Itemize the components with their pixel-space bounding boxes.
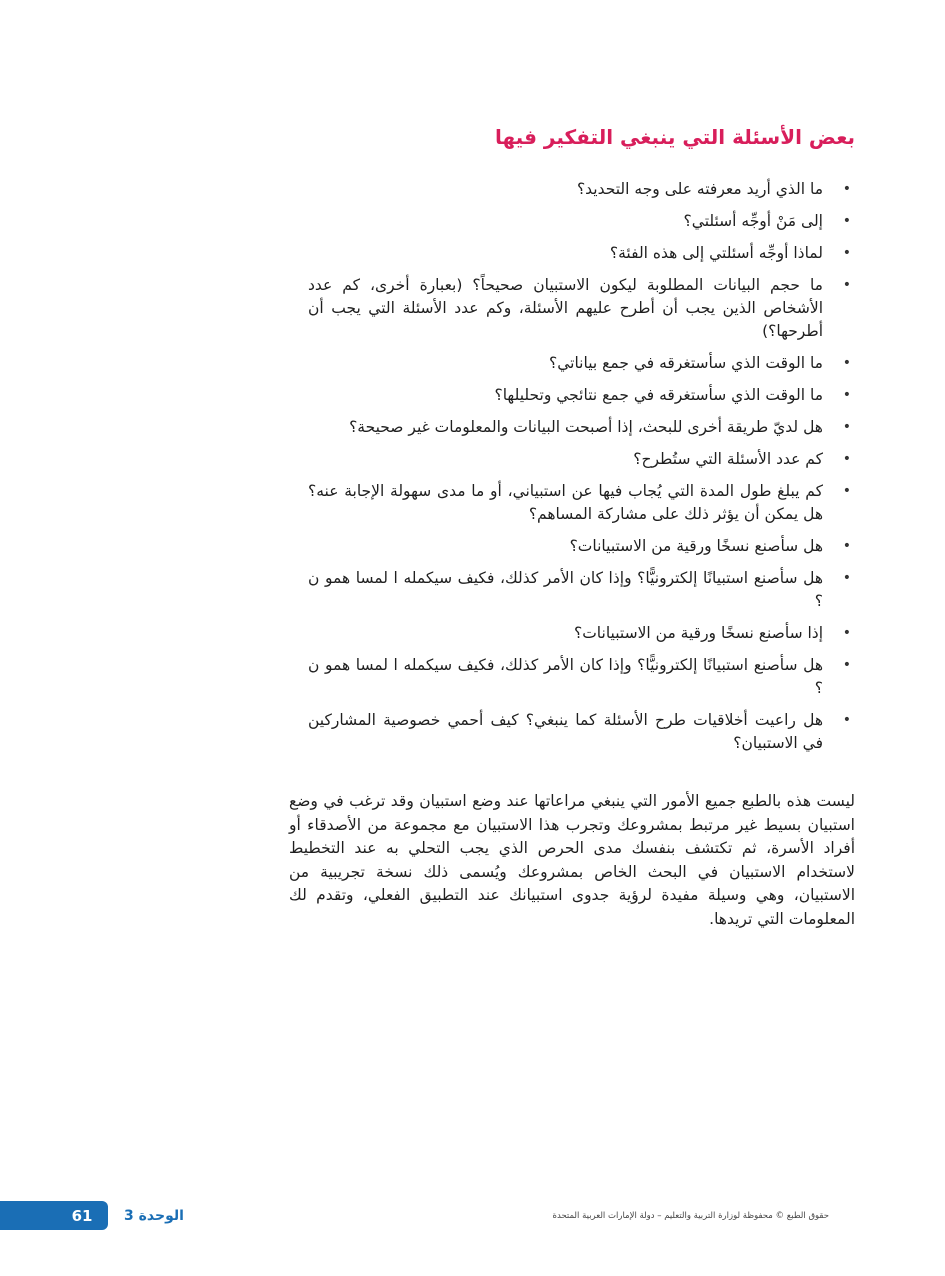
list-item <box>308 178 853 201</box>
bullet-icon: • <box>842 213 851 229</box>
question-text: هل سأصنع استبيانًا إلكترونيًّا؟ وإذا كان الأمر كذلك، فكيف سيكمله ا لمسا همو ن ؟ <box>308 656 823 697</box>
list-item <box>308 480 853 526</box>
questions-list <box>308 178 853 764</box>
question-text: ما الوقت الذي سأستغرقه في جمع بياناتي؟ <box>548 354 823 372</box>
bullet-icon: • <box>842 538 851 554</box>
question-text: لماذا أوجِّه أسئلتي إلى هذه الفئة؟ <box>609 244 823 262</box>
question-text: ما الوقت الذي سأستغرقه في جمع نتائجي وتحليلها؟ <box>494 386 823 404</box>
list-item <box>308 535 853 558</box>
list-item <box>308 567 853 613</box>
bullet-icon: • <box>842 451 851 467</box>
page-number: 61 <box>71 1207 93 1225</box>
question-text: كم يبلغ طول المدة التي يُجاب فيها عن استبياني، أو ما مدى سهولة الإجابة عنه؟ هل يمكن أن يؤثر ذلك على مشاركة المساهم؟ <box>308 482 823 523</box>
question-text: هل لديّ طريقة أخرى للبحث، إذا أصبحت البيانات والمعلومات غير صحيحة؟ <box>349 418 823 436</box>
bullet-icon: • <box>842 355 851 371</box>
bullet-icon: • <box>842 625 851 641</box>
bullet-icon: • <box>842 570 851 586</box>
list-item <box>308 622 853 645</box>
question-text: إلى مَنْ أوجِّه أسئلتي؟ <box>683 212 823 230</box>
question-text: إذا سأصنع نسخًا ورقية من الاستبيانات؟ <box>573 624 823 642</box>
list-item <box>308 352 853 375</box>
question-text: هل سأصنع استبيانًا إلكترونيًّا؟ وإذا كان الأمر كذلك، فكيف سيكمله ا لمسا همو ن ؟ <box>308 569 823 610</box>
list-item <box>308 384 853 407</box>
list-item <box>308 416 853 439</box>
question-text: هل سأصنع نسخًا ورقية من الاستبيانات؟ <box>569 537 823 555</box>
question-text: ما الذي أريد معرفته على وجه التحديد؟ <box>576 180 823 198</box>
unit-label: الوحدة 3 <box>124 1208 184 1224</box>
question-text: ما حجم البيانات المطلوبة ليكون الاستبيان صحيحاً؟ (بعبارة أخرى، كم عدد الأشخاص الذين يجب أن أطرح عليهم الأسئلة، وكم عدد الأسئلة التي يجب أن أطرحها؟) <box>308 276 823 340</box>
question-text: كم عدد الأسئلة التي ستُطرح؟ <box>633 450 823 468</box>
list-item <box>308 709 853 755</box>
closing-paragraph: ليست هذه بالطبع جميع الأمور التي ينبغي مراعاتها عند وضع استبيان وقد ترغب في وضع استبيان بسيط غير مرتبط بمشروعك وتجرب هذا الاستبيان مع مجموعة من الأصدقاء أو أفراد الأسرة، ثم تكتشف بنفسك مدى الحرص الذي يجب التحلي به عند التخطيط لاستخدام الاستبيان في البحث الخاص بمشروعك ويُسمى ذلك نسخة تجريبية من الاستبيان، وهي وسيلة مفيدة لرؤية جدوى استبيانك عند التطبيق الفعلي، وتقدم لك المعلومات التي تريدها. <box>289 792 855 928</box>
list-item <box>308 274 853 343</box>
bullet-icon: • <box>842 657 851 673</box>
bullet-icon: • <box>842 181 851 197</box>
list-item <box>308 242 853 265</box>
question-text: هل راعيت أخلاقيات طرح الأسئلة كما ينبغي؟ كيف أحمي خصوصية المشاركين في الاستبيان؟ <box>308 711 823 752</box>
list-item <box>308 654 853 700</box>
copyright-notice: حقوق الطبع © محفوظة لوزارة التربية والتعليم – دولة الإمارات العربية المتحدة <box>552 1211 829 1221</box>
list-item <box>308 448 853 471</box>
bullet-icon: • <box>842 419 851 435</box>
section-heading: بعض الأسئلة التي ينبغي التفكير فيها <box>494 125 855 149</box>
bullet-icon: • <box>842 277 851 293</box>
bullet-icon: • <box>842 483 851 499</box>
bullet-icon: • <box>842 387 851 403</box>
list-item <box>308 210 853 233</box>
bullet-icon: • <box>842 245 851 261</box>
bullet-icon: • <box>842 712 851 728</box>
